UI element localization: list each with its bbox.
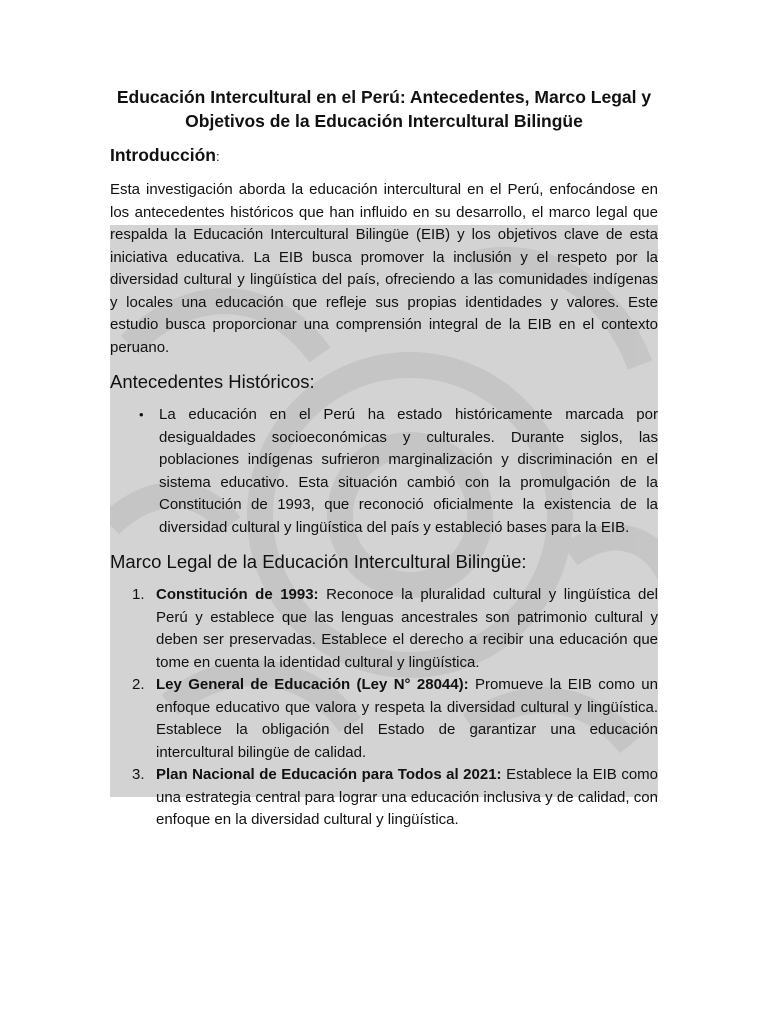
historical-heading: Antecedentes Históricos:	[110, 371, 315, 392]
document-title	[110, 85, 658, 133]
list-item	[132, 764, 659, 832]
introduction-heading	[110, 143, 658, 169]
item-text: Reconoce la pluralidad cultural y lingüística del Perú y establece que las lenguas ancestrales son patrimonio cultural y deben ser preservadas. Establece el derecho a recibir una educación que tome en cuenta la identidad cultural y lingüística.	[156, 586, 659, 671]
item-number: 1.	[132, 586, 145, 603]
bullet-icon: •	[139, 407, 144, 422]
item-number: 2.	[132, 676, 145, 693]
introduction-heading-colon: :	[215, 149, 220, 164]
item-label: Ley General de Educación (Ley N° 28044):	[156, 676, 469, 693]
item-label: Constitución de 1993:	[156, 586, 319, 603]
item-label: Plan Nacional de Educación para Todos al 2021:	[156, 766, 502, 783]
item-text: Promueve la EIB como un enfoque educativo que valora y respeta la diversidad cultural y lingüística. Establece la obligación del Estado de garantizar una educación intercultural bilingüe de calidad.	[156, 676, 658, 761]
historical-item-text: La educación en el Perú ha estado históricamente marcada por desigualdades socioeconómicas y culturales. Durante siglos, las poblaciones indígenas sufrieron marginalización y discriminación en el sistema educativo. Esta situación cambió con la promulgación de la Constitución de 1993, que reconoció oficialmente la existencia de la diversidad cultural y lingüística del país y estableció bases para la EIB.	[159, 406, 658, 536]
title-line-2: Objetivos de la Educación Intercultural Bilingüe	[185, 111, 583, 131]
list-item	[132, 584, 659, 674]
list-item	[139, 404, 658, 539]
legal-framework-heading: Marco Legal de la Educación Intercultural Bilingüe:	[110, 551, 527, 572]
introduction-heading-text: Introducción	[110, 145, 216, 165]
list-item	[132, 674, 658, 764]
title-line-1: Educación Intercultural en el Perú: Antecedentes, Marco Legal y	[116, 87, 652, 107]
historical-list	[110, 404, 658, 539]
document-page	[110, 85, 658, 832]
legal-framework-list	[110, 584, 658, 832]
item-number: 3.	[132, 766, 145, 783]
introduction-paragraph: Esta investigación aborda la educación intercultural en el Perú, enfocándose en los antecedentes históricos que han influido en su desarrollo, el marco legal que respalda la Educación Intercultural Bilingüe (EIB) y los objetivos clave de esta iniciativa educativa. La EIB busca promover la inclusión y el respeto por la diversidad cultural y lingüística del país, ofreciendo a las comunidades indígenas y locales una educación que refleje sus propias identidades y valores. Este estudio busca proporcionar una comprensión integral de la EIB en el contexto peruano.	[110, 181, 658, 356]
item-text: Establece la EIB como una estrategia central para lograr una educación inclusiva y de calidad, con enfoque en la diversidad cultural y lingüística.	[156, 766, 659, 828]
